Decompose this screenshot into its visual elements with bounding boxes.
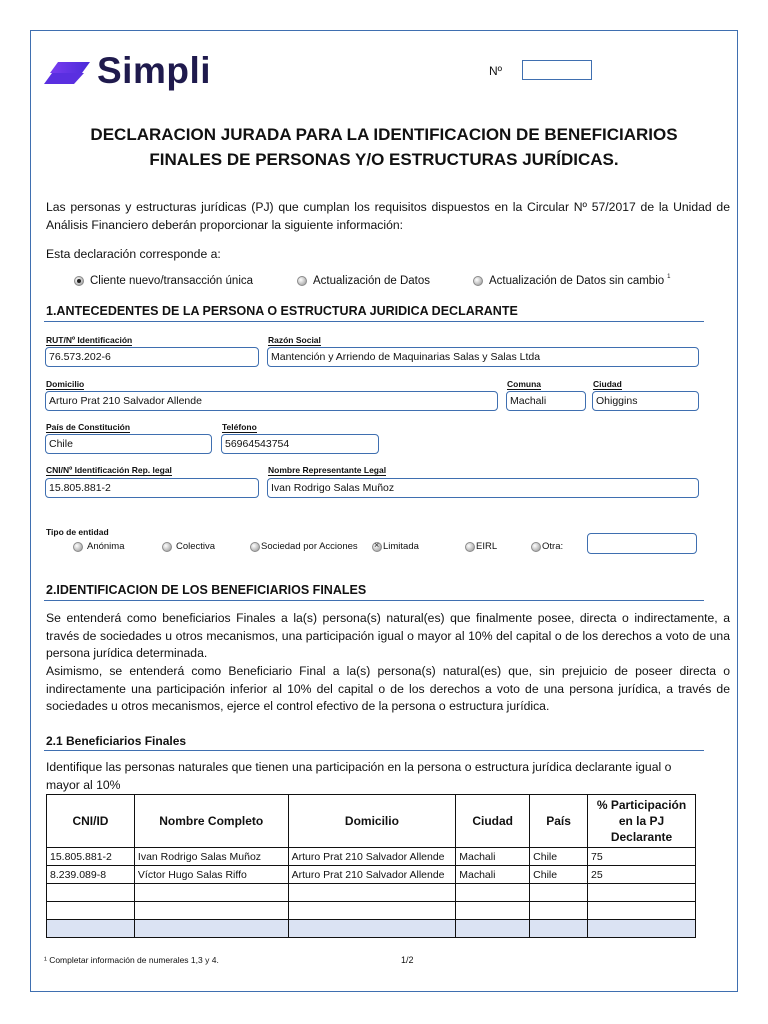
cell-domicilio[interactable]: Arturo Prat 210 Salvador Allende: [288, 866, 456, 884]
table-row: [47, 902, 696, 920]
logo-text: Simpli: [97, 50, 212, 91]
cell-cni[interactable]: 15.805.881-2: [47, 848, 135, 866]
entity-option-label: Limitada: [383, 541, 419, 552]
corresponds-label: Esta declaración corresponde a:: [46, 247, 221, 261]
table-row: [47, 920, 696, 938]
entity-option-colectiva[interactable]: [162, 541, 215, 552]
entity-option-limitada[interactable]: [372, 541, 419, 552]
section2-paragraph-1: Se entenderá como beneficiarios Finales a la(s) persona(s) natural(es) que finalmente posee, directa o indirectamente, a través de sociedades u otros mecanismos, una participación igual o mayor al 10% del capital o de los derechos a voto de una persona jurídica determinada.: [46, 611, 730, 660]
table-row: [47, 884, 696, 902]
cell-ciudad[interactable]: [456, 920, 530, 938]
cell-nombre[interactable]: [134, 920, 288, 938]
footnote: ¹ Completar información de numerales 1,3 y 4.: [44, 955, 219, 965]
beneficiaries-table: [46, 794, 696, 938]
entity-option-spa[interactable]: [250, 541, 358, 552]
radio-crossed-icon[interactable]: [372, 542, 382, 552]
cell-participacion[interactable]: 25: [588, 866, 696, 884]
cell-nombre[interactable]: Víctor Hugo Salas Riffo: [134, 866, 288, 884]
entity-option-label: Colectiva: [176, 541, 216, 552]
pais-input[interactable]: Chile: [45, 434, 212, 454]
entity-option-label: EIRL: [476, 541, 498, 552]
cell-participacion[interactable]: [588, 902, 696, 920]
header-ciudad: Ciudad: [456, 795, 530, 848]
cell-nombre[interactable]: [134, 902, 288, 920]
cell-pais[interactable]: [530, 920, 588, 938]
header-domicilio: Domicilio: [288, 795, 456, 848]
razon-label: Razón Social: [268, 335, 321, 345]
header-participacion: % Participación en la PJ Declarante: [588, 795, 696, 848]
telefono-label: Teléfono: [222, 422, 257, 432]
header-cni: CNI/ID: [47, 795, 135, 848]
entity-option-otra[interactable]: [531, 541, 563, 552]
header-nombre: Nombre Completo: [134, 795, 288, 848]
cell-pais[interactable]: [530, 902, 588, 920]
rep-input[interactable]: Ivan Rodrigo Salas Muñoz: [267, 478, 699, 498]
comuna-label: Comuna: [507, 379, 541, 389]
cell-cni[interactable]: [47, 920, 135, 938]
section1-title: 1.ANTECEDENTES DE LA PERSONA O ESTRUCTURA JURIDICA DECLARANTE: [46, 304, 518, 318]
cell-participacion[interactable]: [588, 920, 696, 938]
cell-nombre[interactable]: Ivan Rodrigo Salas Muñoz: [134, 848, 288, 866]
section2-title: 2.IDENTIFICACION DE LOS BENEFICIARIOS FINALES: [46, 583, 367, 597]
entity-option-anonima[interactable]: [73, 541, 125, 552]
cell-ciudad[interactable]: Machali: [456, 866, 530, 884]
option-label: Cliente nuevo/transacción única: [90, 275, 254, 287]
otra-input[interactable]: [587, 533, 697, 554]
number-input[interactable]: [522, 60, 592, 80]
ciudad-label: Ciudad: [593, 379, 622, 389]
title-line-1: DECLARACION JURADA PARA LA IDENTIFICACION DE BENEFICIARIOS: [90, 125, 678, 144]
document-title: [60, 122, 708, 172]
cell-pais[interactable]: [530, 884, 588, 902]
radio-icon[interactable]: [297, 276, 307, 286]
cell-domicilio[interactable]: [288, 920, 456, 938]
razon-input[interactable]: Mantención y Arriendo de Maquinarias Salas y Salas Ltda: [267, 347, 699, 367]
entity-option-eirl[interactable]: [465, 541, 497, 552]
cell-ciudad[interactable]: [456, 902, 530, 920]
header-pais: País: [530, 795, 588, 848]
pais-label: País de Constitución: [46, 422, 131, 432]
section2-paragraph-2: Asimismo, se entenderá como Beneficiario Final a la(s) persona(s) natural(es) que, sin prejuicio de poseer directa o indirectamente una participación inferior al 10% del capital o de los derechos a voto de una persona jurídica, a través de sociedades u otros mecanismos, ejerce el control efectivo de la persona o estructura jurídica.: [46, 664, 730, 713]
radio-icon[interactable]: [473, 276, 483, 286]
cni-label: CNI/Nº Identificación Rep. legal: [46, 465, 172, 475]
ciudad-input[interactable]: Ohiggins: [592, 391, 699, 411]
rep-label: Nombre Representante Legal: [268, 465, 387, 475]
option-label: Actualización de Datos sin cambio: [489, 275, 665, 287]
cell-cni[interactable]: [47, 884, 135, 902]
cell-domicilio[interactable]: [288, 884, 456, 902]
radio-icon[interactable]: [250, 542, 260, 552]
entity-option-label: Anónima: [87, 541, 125, 552]
cell-participacion[interactable]: 75: [588, 848, 696, 866]
telefono-input[interactable]: 56964543754: [221, 434, 379, 454]
radio-icon[interactable]: [465, 542, 475, 552]
radio-checked-icon[interactable]: [74, 276, 84, 286]
rut-label: RUT/Nº Identificación: [46, 335, 133, 345]
radio-icon[interactable]: [162, 542, 172, 552]
table-row: [47, 866, 696, 884]
cell-pais[interactable]: Chile: [530, 866, 588, 884]
intro-paragraph: Las personas y estructuras jurídicas (PJ) que cumplan los requisitos dispuestos en la Circular Nº 57/2017 de la Unidad de Análisis Financiero deberán proporcionar la siguiente información:: [46, 200, 730, 232]
cell-ciudad[interactable]: [456, 884, 530, 902]
table-instruction: Identifique las personas naturales que tienen una participación en la persona o estructura jurídica declarante igual o mayor al 10%: [46, 760, 672, 792]
footnote-mark: 1: [667, 274, 671, 280]
subsection-rule: [44, 750, 704, 751]
option-update-data[interactable]: [297, 275, 430, 287]
number-label: Nº: [489, 64, 503, 78]
rut-input[interactable]: 76.573.202-6: [45, 347, 259, 367]
title-line-2: FINALES DE PERSONAS Y/O ESTRUCTURAS JURÍDICAS.: [149, 150, 619, 169]
section1-rule: [44, 321, 704, 322]
option-new-client[interactable]: [74, 275, 253, 287]
option-label: Actualización de Datos: [313, 275, 430, 287]
radio-icon[interactable]: [73, 542, 83, 552]
subsection-title: 2.1 Beneficiarios Finales: [46, 734, 187, 748]
simpli-logo-icon: [44, 60, 92, 86]
cell-domicilio[interactable]: Arturo Prat 210 Salvador Allende: [288, 848, 456, 866]
option-update-no-change[interactable]: [473, 275, 671, 287]
cell-cni[interactable]: [47, 902, 135, 920]
table-header-row: [47, 795, 696, 848]
cni-input[interactable]: 15.805.881-2: [45, 478, 259, 498]
comuna-input[interactable]: Machali: [506, 391, 586, 411]
page-number: 1/2: [401, 955, 414, 965]
entity-option-label: Otra:: [542, 541, 564, 552]
cell-cni[interactable]: 8.239.089-8: [47, 866, 135, 884]
cell-ciudad[interactable]: Machali: [456, 848, 530, 866]
table-row: [47, 848, 696, 866]
domicilio-label: Domicilio: [46, 379, 85, 389]
cell-pais[interactable]: Chile: [530, 848, 588, 866]
cell-nombre[interactable]: [134, 884, 288, 902]
entity-option-label: Sociedad por Acciones: [261, 541, 358, 552]
entity-type-label: Tipo de entidad: [46, 527, 109, 537]
domicilio-input[interactable]: Arturo Prat 210 Salvador Allende: [45, 391, 498, 411]
cell-participacion[interactable]: [588, 884, 696, 902]
section2-rule: [44, 600, 704, 601]
cell-domicilio[interactable]: [288, 902, 456, 920]
radio-icon[interactable]: [531, 542, 541, 552]
